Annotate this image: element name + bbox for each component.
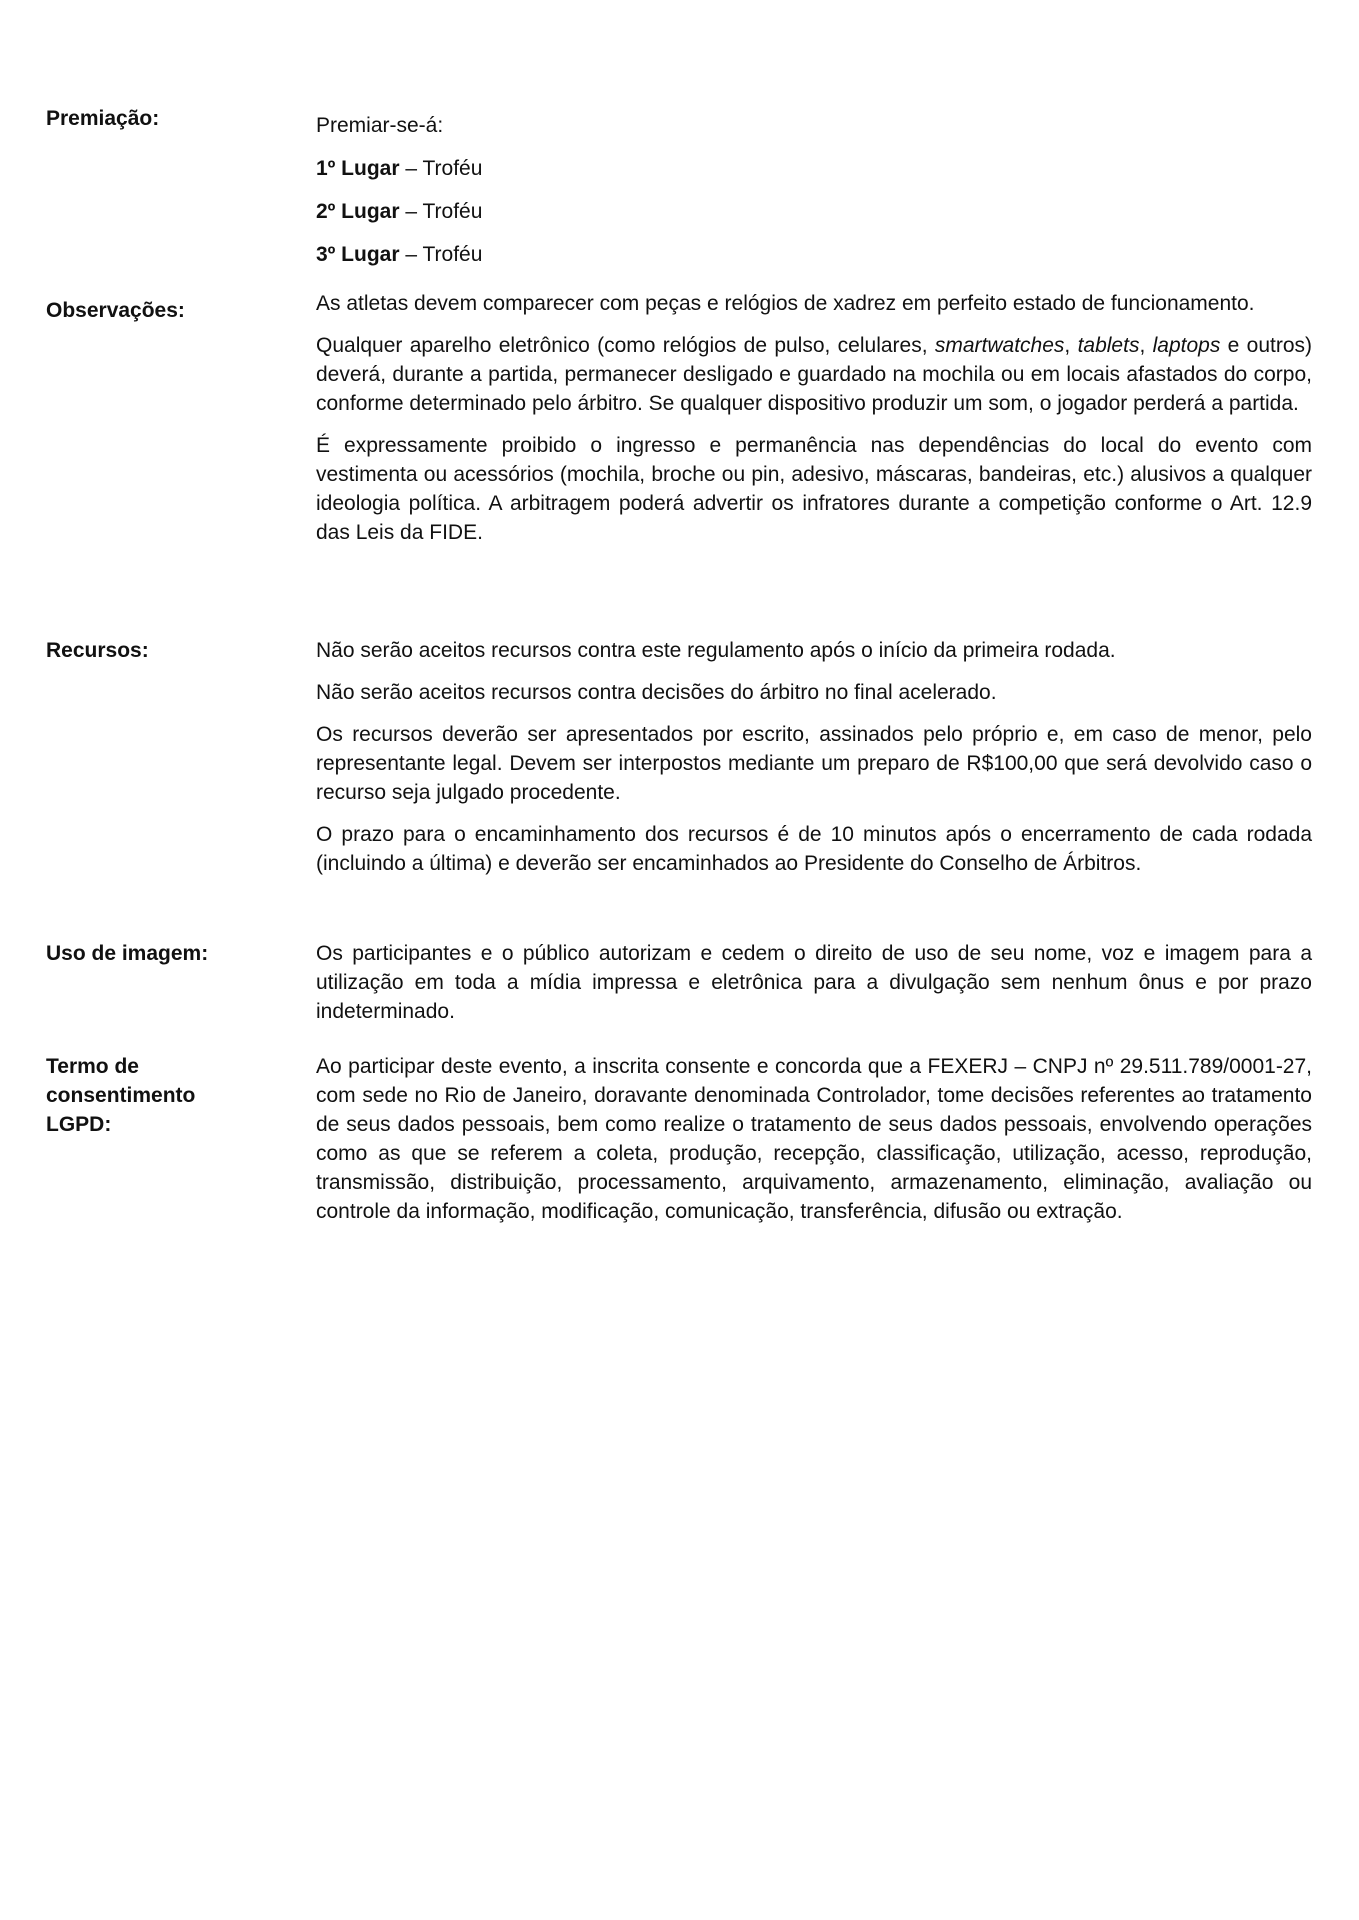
prize-award: Troféu (422, 243, 483, 266)
premiacao-intro: Premiar-se-á: (316, 114, 444, 137)
prize-separator: – (399, 157, 423, 180)
prize-place: 3º Lugar (316, 243, 400, 266)
recursos-paragraph-1: Não serão aceitos recursos contra este regulamento após o início da primeira rodada. (316, 639, 1116, 662)
uso-imagem-paragraph: Os participantes e o público autorizam e cedem o direito de uso de seu nome, voz e imagem para a utilização em toda a mídia impressa e eletrônica para a divulgação sem nenhum ônus e por prazo indeterminado. (316, 942, 1312, 1023)
text-run: Qualquer aparelho eletrônico (como relógios de pulso, celulares, (316, 334, 935, 357)
prize-award: Troféu (422, 157, 483, 180)
recursos-content (316, 636, 1312, 878)
text-run-italic: laptops (1152, 334, 1221, 357)
recursos-paragraph-3: Os recursos deverão ser apresentados por escrito, assinados pelo próprio e, em caso de menor, pelo representante legal. Devem ser interpostos mediante um preparo de R$100,00 que será devolvido caso o recurso seja julgado procedente. (316, 723, 1312, 804)
lgpd-paragraph: Ao participar deste evento, a inscrita consente e concorda que a FEXERJ – CNPJ nº 29.511.789/0001-27, com sede no Rio de Janeiro, doravante denominada Controlador, tome decisões referentes ao tratamento de seus dados pessoais, bem como realize o tratamento de seus dados pessoais, envolvendo operações como as que se referem a coleta, produção, recepção, classificação, utilização, acesso, reprodução, transmissão, distribuição, processamento, arquivamento, armazenamento, eliminação, avaliação ou controle da informação, modificação, comunicação, transferência, difusão ou extração. (316, 1055, 1312, 1223)
lgpd-label-line: Termo de (46, 1055, 139, 1078)
premiacao-label: Premiação: (46, 107, 160, 130)
lgpd-label-line: LGPD: (46, 1113, 112, 1136)
prize-item (316, 240, 1312, 269)
uso-imagem-content (316, 939, 1312, 1026)
prize-award: Troféu (422, 200, 483, 223)
prize-item (316, 154, 1312, 183)
observacoes-content (316, 289, 1312, 547)
prize-separator: – (399, 200, 423, 223)
prize-place: 2º Lugar (316, 200, 400, 223)
recursos-label: Recursos: (46, 639, 149, 662)
observacoes-paragraph-3: É expressamente proibido o ingresso e permanência nas dependências do local do evento com vestimenta ou acessórios (mochila, broche ou pin, adesivo, máscaras, bandeiras, etc.) alusivos a qualquer ideologia política. A arbitragem poderá advertir os infratores durante a competição conforme o Art. 12.9 das Leis da FIDE. (316, 434, 1312, 544)
prize-place: 1º Lugar (316, 157, 400, 180)
premiacao-content (316, 111, 1312, 283)
text-run: , (1064, 334, 1078, 357)
observacoes-paragraph-1: As atletas devem comparecer com peças e relógios de xadrez em perfeito estado de funcionamento. (316, 292, 1255, 315)
prize-item (316, 197, 1312, 226)
text-run-italic: tablets (1077, 334, 1140, 357)
uso-imagem-label: Uso de imagem: (46, 942, 209, 965)
lgpd-label (46, 1052, 286, 1139)
text-run-italic: smartwatches (934, 334, 1065, 357)
recursos-paragraph-4: O prazo para o encaminhamento dos recursos é de 10 minutos após o encerramento de cada rodada (incluindo a última) e deverão ser encaminhados ao Presidente do Conselho de Árbitros. (316, 823, 1312, 875)
recursos-paragraph-2: Não serão aceitos recursos contra decisões do árbitro no final acelerado. (316, 681, 997, 704)
lgpd-label-line: consentimento (46, 1084, 196, 1107)
lgpd-content (316, 1052, 1312, 1226)
text-run: e outros) deverá, durante a partida, permanecer desligado e guardado na mochila ou em locais afastados do corpo, conforme determinado pelo árbitro. Se qualquer dispositivo produzir um som, o jogador perderá a partida. (316, 334, 1312, 415)
observacoes-paragraph-2 (316, 331, 1312, 418)
observacoes-label: Observações: (46, 299, 185, 322)
text-run: , (1139, 334, 1153, 357)
prize-separator: – (399, 243, 423, 266)
